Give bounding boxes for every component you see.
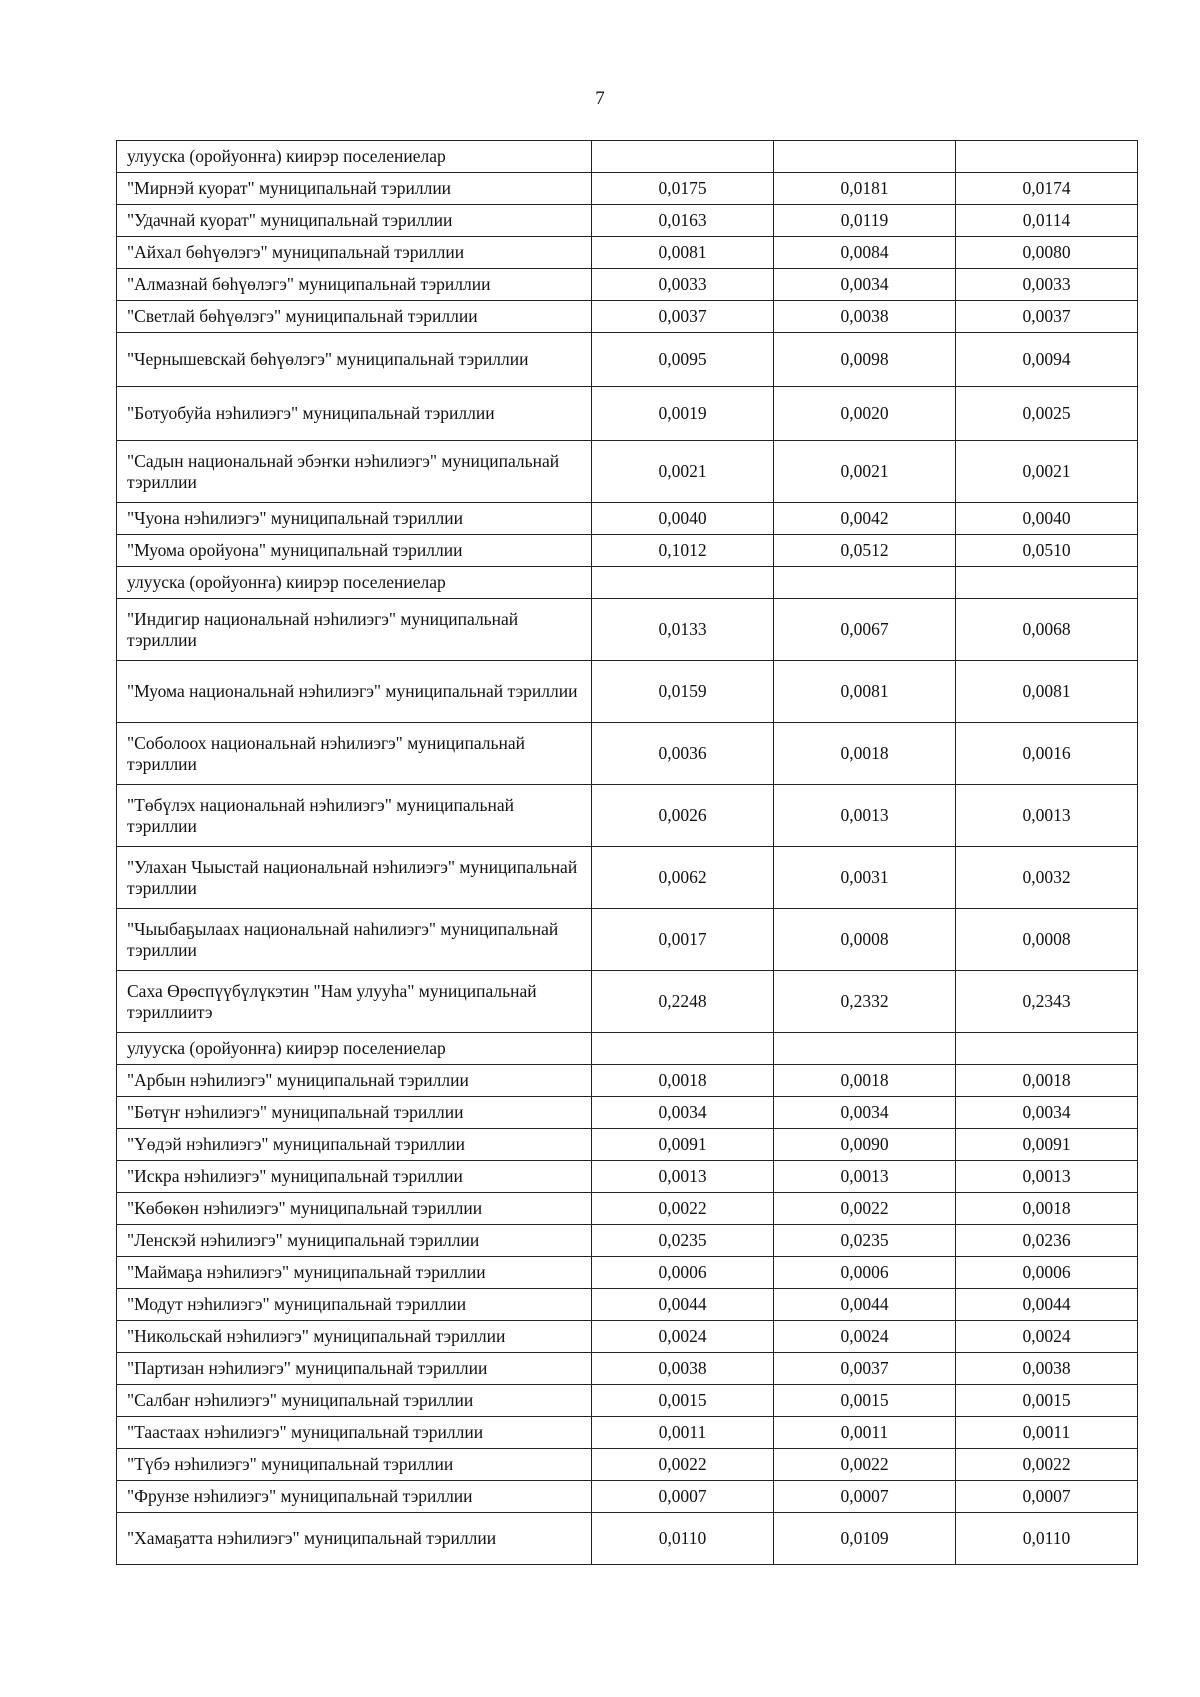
value-cell-2: 0,0081 [774, 661, 956, 723]
municipality-name: "Чуона нэһилиэгэ" муниципальнай тэриллии [117, 503, 592, 535]
value-cell-3: 0,0110 [956, 1513, 1138, 1565]
value-cell-3: 0,0094 [956, 333, 1138, 387]
value-cell-2: 0,0037 [774, 1353, 956, 1385]
value-cell-1: 0,0021 [592, 441, 774, 503]
value-cell-3: 0,0016 [956, 723, 1138, 785]
value-cell-3: 0,0007 [956, 1481, 1138, 1513]
value-cell-1: 0,0037 [592, 301, 774, 333]
value-cell-3: 0,0510 [956, 535, 1138, 567]
table-row [117, 1161, 1138, 1193]
value-cell-2: 0,0042 [774, 503, 956, 535]
value-cell-3 [956, 141, 1138, 173]
value-cell-3: 0,0032 [956, 847, 1138, 909]
municipality-name: "Партизан нэһилиэгэ" муниципальнай тэриллии [117, 1353, 592, 1385]
table-row [117, 1449, 1138, 1481]
municipality-name: "Ботуобуйа нэһилиэгэ" муниципальнай тэриллии [117, 387, 592, 441]
value-cell-3: 0,0040 [956, 503, 1138, 535]
value-cell-1: 0,0034 [592, 1097, 774, 1129]
table-row [117, 1481, 1138, 1513]
table-row [117, 1257, 1138, 1289]
value-cell-3: 0,0022 [956, 1449, 1138, 1481]
value-cell-1: 0,0235 [592, 1225, 774, 1257]
value-cell-2: 0,0090 [774, 1129, 956, 1161]
value-cell-1: 0,0036 [592, 723, 774, 785]
table-row [117, 1129, 1138, 1161]
value-cell-2: 0,0008 [774, 909, 956, 971]
value-cell-3: 0,0011 [956, 1417, 1138, 1449]
value-cell-3: 0,0080 [956, 237, 1138, 269]
value-cell-1 [592, 567, 774, 599]
coefficients-table [116, 140, 1138, 1565]
value-cell-3: 0,0114 [956, 205, 1138, 237]
value-cell-2: 0,0020 [774, 387, 956, 441]
value-cell-3: 0,0018 [956, 1065, 1138, 1097]
section-header-row [117, 141, 1138, 173]
value-cell-2: 0,0013 [774, 1161, 956, 1193]
value-cell-3: 0,2343 [956, 971, 1138, 1033]
value-cell-1: 0,0013 [592, 1161, 774, 1193]
value-cell-2: 0,0031 [774, 847, 956, 909]
value-cell-2: 0,0006 [774, 1257, 956, 1289]
value-cell-1: 0,0006 [592, 1257, 774, 1289]
value-cell-3: 0,0037 [956, 301, 1138, 333]
municipality-name: "Индигир национальнай нэһилиэгэ" муниципальнай тэриллии [117, 599, 592, 661]
value-cell-1: 0,0095 [592, 333, 774, 387]
municipality-name: "Удачнай куорат" муниципальнай тэриллии [117, 205, 592, 237]
table-row [117, 441, 1138, 503]
value-cell-2: 0,0022 [774, 1449, 956, 1481]
value-cell-3: 0,0013 [956, 785, 1138, 847]
value-cell-1: 0,0019 [592, 387, 774, 441]
value-cell-1: 0,0024 [592, 1321, 774, 1353]
value-cell-3: 0,0015 [956, 1385, 1138, 1417]
table-row [117, 909, 1138, 971]
value-cell-1: 0,0091 [592, 1129, 774, 1161]
table-row [117, 387, 1138, 441]
value-cell-3: 0,0091 [956, 1129, 1138, 1161]
table-row [117, 1353, 1138, 1385]
municipality-name: "Улахан Чыыстай национальнай нэһилиэгэ" муниципальнай тэриллии [117, 847, 592, 909]
section-header-label: улууска (оройуонҥа) киирэр поселениелар [117, 567, 592, 599]
value-cell-2: 0,0015 [774, 1385, 956, 1417]
value-cell-2: 0,0007 [774, 1481, 956, 1513]
municipality-name: "Хамаҕатта нэһилиэгэ" муниципальнай тэриллии [117, 1513, 592, 1565]
section-header-label: улууска (оройуонҥа) киирэр поселениелар [117, 141, 592, 173]
value-cell-2 [774, 141, 956, 173]
value-cell-2: 0,0084 [774, 237, 956, 269]
municipality-name: "Төбүлэх национальнай нэһилиэгэ" муниципальнай тэриллии [117, 785, 592, 847]
value-cell-1: 0,1012 [592, 535, 774, 567]
municipality-name: "Ленскэй нэһилиэгэ" муниципальнай тэриллии [117, 1225, 592, 1257]
value-cell-1: 0,0175 [592, 173, 774, 205]
value-cell-2: 0,0181 [774, 173, 956, 205]
value-cell-2: 0,2332 [774, 971, 956, 1033]
value-cell-2: 0,0038 [774, 301, 956, 333]
municipality-name: "Чыыбаҕылаах национальнай наһилиэгэ" муниципальнай тэриллии [117, 909, 592, 971]
table-row [117, 1385, 1138, 1417]
value-cell-3: 0,0025 [956, 387, 1138, 441]
municipality-name: "Никольскай нэһилиэгэ" муниципальнай тэриллии [117, 1321, 592, 1353]
municipality-name: "Муома оройуона" муниципальнай тэриллии [117, 535, 592, 567]
page-number: 7 [595, 88, 605, 109]
value-cell-2: 0,0024 [774, 1321, 956, 1353]
municipality-name: "Маймаҕа нэһилиэгэ" муниципальнай тэриллии [117, 1257, 592, 1289]
municipality-name: "Арбын нэһилиэгэ" муниципальнай тэриллии [117, 1065, 592, 1097]
table-row [117, 1193, 1138, 1225]
value-cell-3: 0,0013 [956, 1161, 1138, 1193]
value-cell-2 [774, 567, 956, 599]
table-row [117, 1225, 1138, 1257]
value-cell-1: 0,0133 [592, 599, 774, 661]
value-cell-3: 0,0034 [956, 1097, 1138, 1129]
value-cell-2: 0,0021 [774, 441, 956, 503]
municipality-name: "Түбэ нэһилиэгэ" муниципальнай тэриллии [117, 1449, 592, 1481]
value-cell-2: 0,0013 [774, 785, 956, 847]
value-cell-2: 0,0098 [774, 333, 956, 387]
value-cell-2: 0,0011 [774, 1417, 956, 1449]
table-row [117, 971, 1138, 1033]
municipality-name: "Алмазнай бөһүөлэгэ" муниципальнай тэриллии [117, 269, 592, 301]
value-cell-2: 0,0044 [774, 1289, 956, 1321]
value-cell-1: 0,0038 [592, 1353, 774, 1385]
municipality-name: "Светлай бөһүөлэгэ" муниципальнай тэриллии [117, 301, 592, 333]
value-cell-3: 0,0081 [956, 661, 1138, 723]
table-row [117, 1417, 1138, 1449]
municipality-name: "Искра нэһилиэгэ" муниципальнай тэриллии [117, 1161, 592, 1193]
value-cell-1 [592, 1033, 774, 1065]
value-cell-1: 0,0026 [592, 785, 774, 847]
value-cell-1: 0,0044 [592, 1289, 774, 1321]
value-cell-3 [956, 1033, 1138, 1065]
value-cell-2: 0,0067 [774, 599, 956, 661]
value-cell-2: 0,0034 [774, 269, 956, 301]
value-cell-3: 0,0008 [956, 909, 1138, 971]
value-cell-1: 0,0081 [592, 237, 774, 269]
table-body [117, 141, 1138, 1565]
table-row [117, 301, 1138, 333]
table-row [117, 205, 1138, 237]
table-row [117, 599, 1138, 661]
value-cell-1: 0,0022 [592, 1449, 774, 1481]
municipality-name: "Чернышевскай бөһүөлэгэ" муниципальнай тэриллии [117, 333, 592, 387]
value-cell-2: 0,0235 [774, 1225, 956, 1257]
value-cell-1: 0,0011 [592, 1417, 774, 1449]
municipality-name: "Айхал бөһүөлэгэ" муниципальнай тэриллии [117, 237, 592, 269]
table-row [117, 723, 1138, 785]
table-row [117, 503, 1138, 535]
value-cell-1: 0,0018 [592, 1065, 774, 1097]
table-row [117, 1321, 1138, 1353]
municipality-name: "Мирнэй куорат" муниципальнай тэриллии [117, 173, 592, 205]
value-cell-1: 0,2248 [592, 971, 774, 1033]
value-cell-3: 0,0068 [956, 599, 1138, 661]
municipality-name: "Фрунзе нэһилиэгэ" муниципальнай тэриллии [117, 1481, 592, 1513]
value-cell-2: 0,0018 [774, 1065, 956, 1097]
value-cell-1: 0,0062 [592, 847, 774, 909]
value-cell-1: 0,0017 [592, 909, 774, 971]
table-row [117, 1513, 1138, 1565]
value-cell-1: 0,0163 [592, 205, 774, 237]
municipality-name: "Муома национальнай нэһилиэгэ" муниципальнай тэриллии [117, 661, 592, 723]
value-cell-3: 0,0174 [956, 173, 1138, 205]
value-cell-3: 0,0006 [956, 1257, 1138, 1289]
municipality-name: "Салбаҥ нэһилиэгэ" муниципальнай тэриллии [117, 1385, 592, 1417]
section-header-label: улууска (оройуонҥа) киирэр поселениелар [117, 1033, 592, 1065]
value-cell-1: 0,0033 [592, 269, 774, 301]
table-row [117, 173, 1138, 205]
section-header-row [117, 567, 1138, 599]
table-row [117, 535, 1138, 567]
value-cell-2: 0,0018 [774, 723, 956, 785]
municipality-name: "Модут нэһилиэгэ" муниципальнай тэриллии [117, 1289, 592, 1321]
value-cell-3: 0,0044 [956, 1289, 1138, 1321]
value-cell-3: 0,0018 [956, 1193, 1138, 1225]
table-row [117, 847, 1138, 909]
value-cell-1: 0,0022 [592, 1193, 774, 1225]
table-row [117, 661, 1138, 723]
value-cell-2: 0,0109 [774, 1513, 956, 1565]
municipality-name: "Бөтүҥ нэһилиэгэ" муниципальнай тэриллии [117, 1097, 592, 1129]
value-cell-2: 0,0022 [774, 1193, 956, 1225]
municipality-name: "Таастаах нэһилиэгэ" муниципальнай тэриллии [117, 1417, 592, 1449]
table-row [117, 269, 1138, 301]
table-row [117, 333, 1138, 387]
value-cell-3: 0,0236 [956, 1225, 1138, 1257]
value-cell-3 [956, 567, 1138, 599]
table-row [117, 1065, 1138, 1097]
municipality-name: "Садын национальнай эбэҥки нэһилиэгэ" муниципальнай тэриллии [117, 441, 592, 503]
section-header-row [117, 1033, 1138, 1065]
value-cell-2: 0,0119 [774, 205, 956, 237]
municipality-name: "Соболоох национальнай нэһилиэгэ" муниципальнай тэриллии [117, 723, 592, 785]
value-cell-3: 0,0038 [956, 1353, 1138, 1385]
table-row [117, 1289, 1138, 1321]
table-row [117, 237, 1138, 269]
value-cell-1: 0,0040 [592, 503, 774, 535]
value-cell-1 [592, 141, 774, 173]
municipality-name: Саха Өрөспүүбүлүкэтин "Нам улууһа" муниципальнай тэриллиитэ [117, 971, 592, 1033]
value-cell-1: 0,0007 [592, 1481, 774, 1513]
value-cell-1: 0,0015 [592, 1385, 774, 1417]
value-cell-2: 0,0512 [774, 535, 956, 567]
value-cell-2 [774, 1033, 956, 1065]
table-row [117, 1097, 1138, 1129]
municipality-name: "Үөдэй нэһилиэгэ" муниципальнай тэриллии [117, 1129, 592, 1161]
value-cell-1: 0,0159 [592, 661, 774, 723]
value-cell-2: 0,0034 [774, 1097, 956, 1129]
table-row [117, 785, 1138, 847]
value-cell-3: 0,0021 [956, 441, 1138, 503]
value-cell-3: 0,0033 [956, 269, 1138, 301]
municipality-name: "Көбөкөн нэһилиэгэ" муниципальнай тэриллии [117, 1193, 592, 1225]
value-cell-1: 0,0110 [592, 1513, 774, 1565]
value-cell-3: 0,0024 [956, 1321, 1138, 1353]
